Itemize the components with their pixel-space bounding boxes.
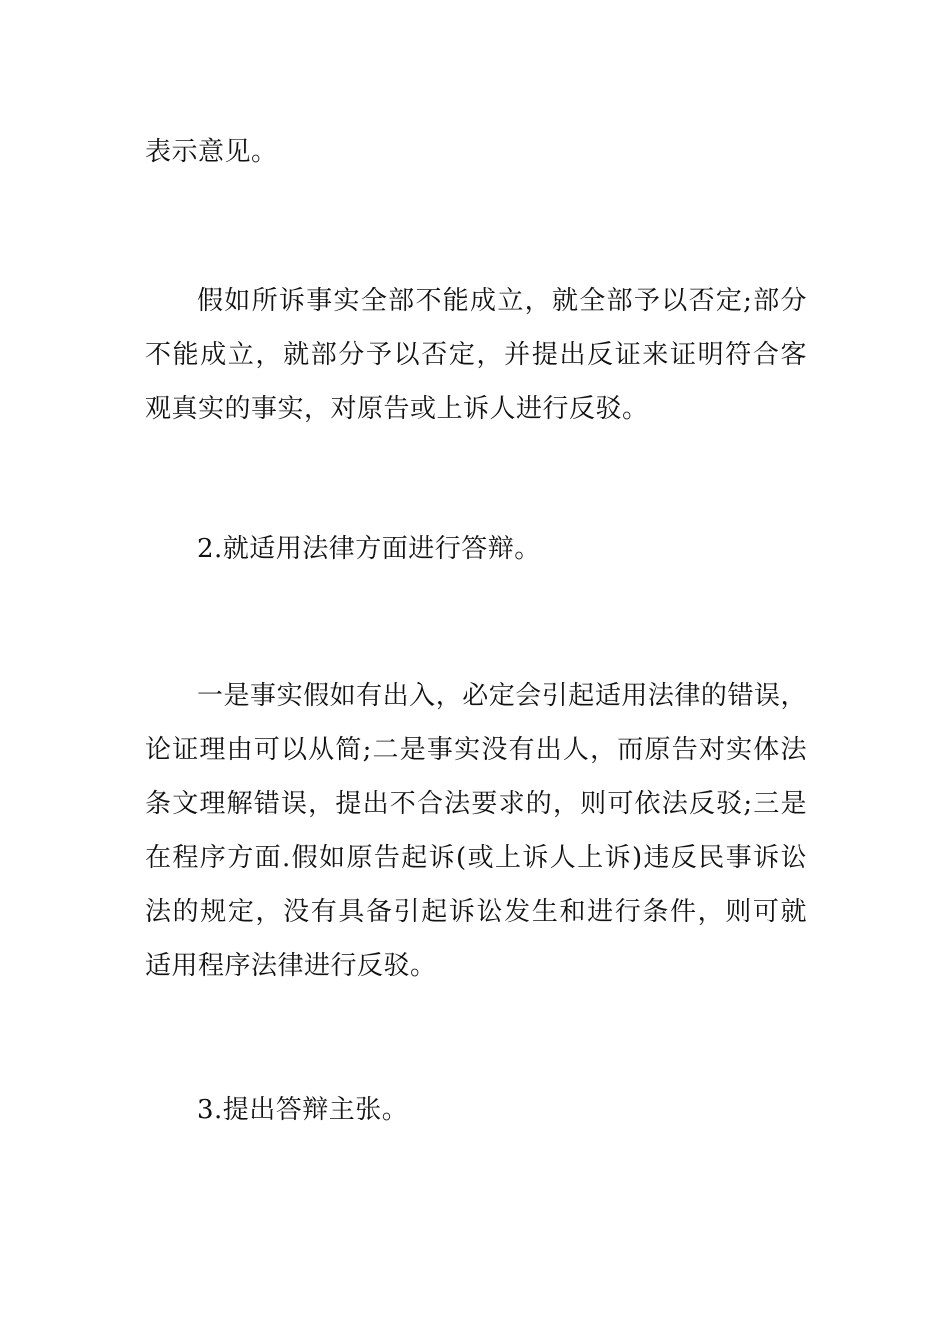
section-heading-defense-claim: 3.提出答辩主张。 xyxy=(197,1095,409,1125)
paragraph-law-rebuttal: 一是事实假如有出入，必定会引起适用法律的错误，论证理由可以从简;二是事实没有出人，而原告对实体法条文理解错误，提出不合法要求的，则可依法反驳;三是在程序方面.假如原告起诉(或上诉人上诉)违反民事诉讼法的规定，没有具备引起诉讼发生和进行条件，则可就适用程序法律进行反驳。 xyxy=(145,681,807,981)
section-heading-law-application: 2.就适用法律方面进行答辩。 xyxy=(197,534,541,564)
paragraph-continuation: 表示意见。 xyxy=(145,137,278,167)
paragraph-fact-denial: 假如所诉事实全部不能成立，就全部予以否定;部分不能成立，就部分予以否定，并提出反证来证明符合客观真实的事实，对原告或上诉人进行反驳。 xyxy=(145,286,807,424)
